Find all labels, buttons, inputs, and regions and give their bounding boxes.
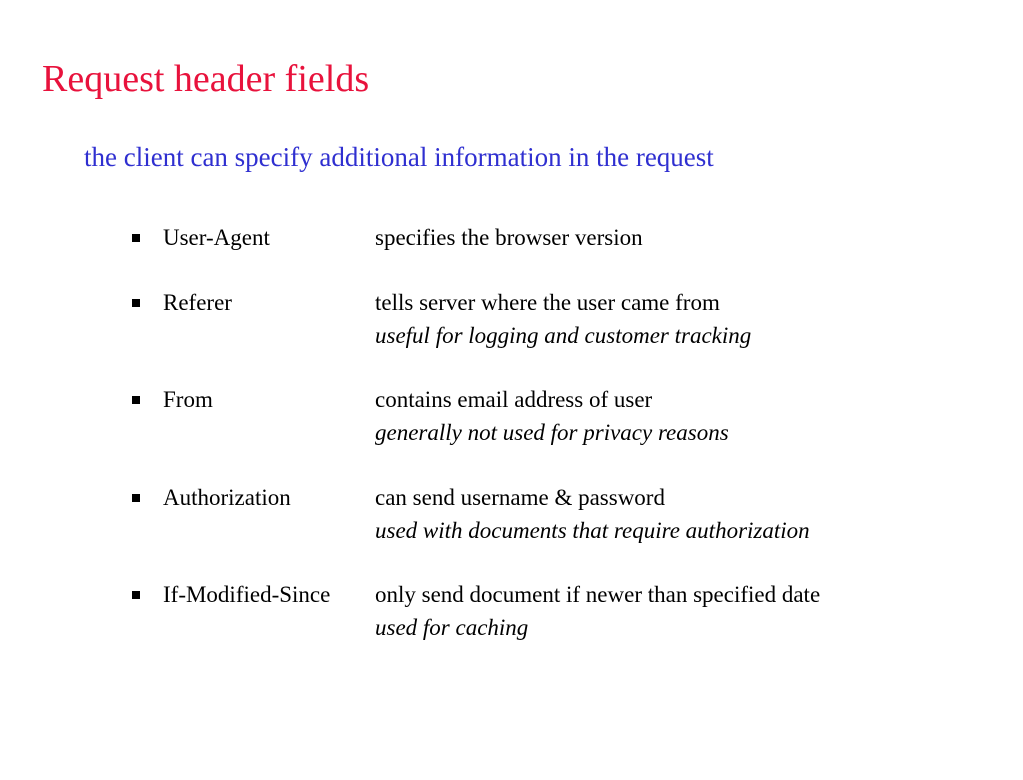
slide-subtitle: the client can specify additional information in the request xyxy=(84,142,714,172)
header-field-description: can send username & password xyxy=(375,485,665,510)
square-bullet-icon xyxy=(132,299,140,307)
square-bullet-icon xyxy=(132,591,140,599)
header-field-note: generally not used for privacy reasons xyxy=(375,420,729,445)
header-field-note: useful for logging and customer tracking xyxy=(375,323,752,348)
header-field-name: Referer xyxy=(163,290,232,315)
square-bullet-icon xyxy=(132,396,140,404)
square-bullet-icon xyxy=(132,494,140,502)
header-field-description: specifies the browser version xyxy=(375,225,643,250)
header-field-name: From xyxy=(163,387,213,412)
header-field-description: contains email address of user xyxy=(375,387,653,412)
slide-title: Request header fields xyxy=(42,58,370,100)
header-field-description: tells server where the user came from xyxy=(375,290,720,315)
header-field-name: Authorization xyxy=(163,485,291,510)
header-field-description: only send document if newer than specified date xyxy=(375,582,821,607)
header-field-name: If-Modified-Since xyxy=(163,582,331,607)
header-field-note: used with documents that require authorization xyxy=(375,518,810,543)
header-field-note: used for caching xyxy=(375,615,529,640)
square-bullet-icon xyxy=(132,234,140,242)
header-field-name: User-Agent xyxy=(163,225,270,250)
